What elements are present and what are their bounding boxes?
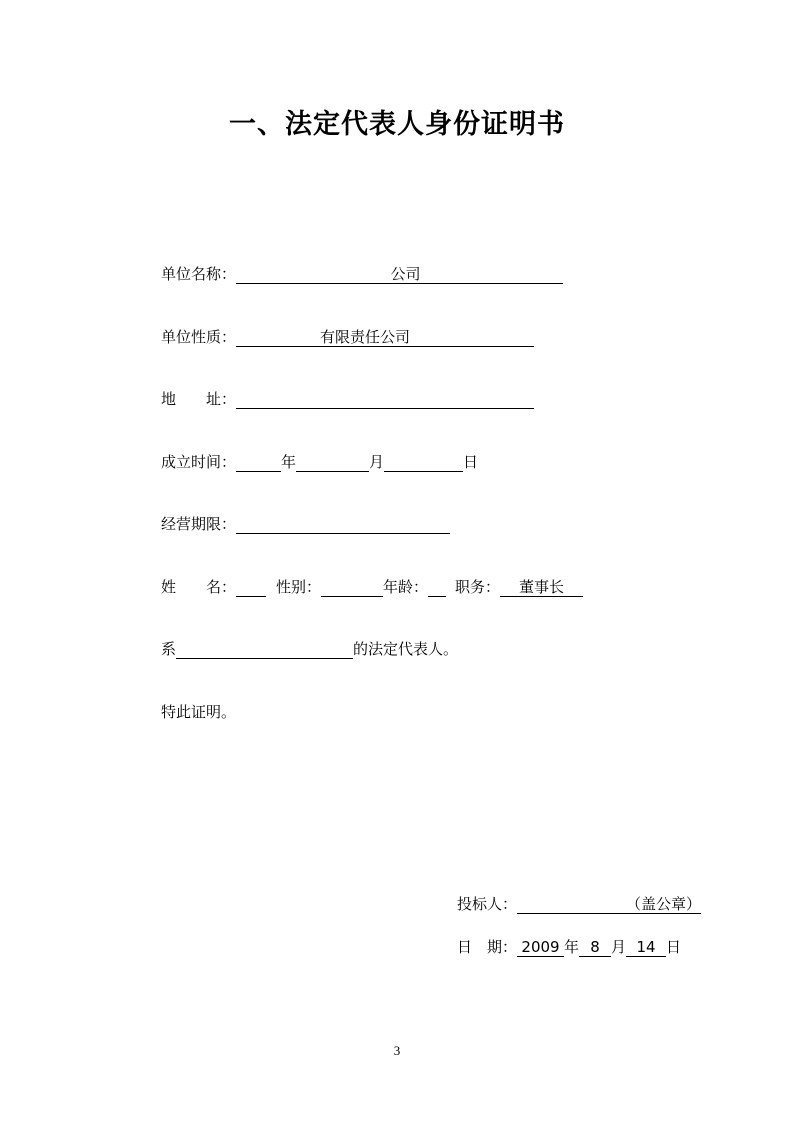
date-month-unit: 月 — [611, 938, 627, 956]
seal-note: （盖公章） — [626, 895, 702, 913]
person-row — [161, 577, 583, 597]
date-year-field[interactable] — [517, 937, 564, 957]
certify-text: 特此证明。 — [161, 703, 237, 721]
relation-prefix: 系 — [161, 640, 177, 658]
date-day-field[interactable] — [626, 937, 666, 957]
date-year-value: 2009 — [521, 938, 560, 956]
established-year-field[interactable] — [236, 452, 281, 472]
month-unit: 月 — [369, 453, 385, 471]
gender-label: 性别： — [276, 578, 322, 596]
date-year-unit: 年 — [564, 938, 580, 956]
address-row — [161, 389, 534, 409]
position-field[interactable] — [500, 577, 583, 597]
age-field[interactable] — [428, 577, 446, 597]
established-day-field[interactable] — [384, 452, 463, 472]
age-label: 年龄： — [383, 578, 429, 596]
unit-nature-label: 单位性质： — [161, 328, 237, 346]
unit-nature-row — [161, 327, 534, 347]
unit-nature-value: 有限责任公司 — [320, 328, 411, 346]
established-row — [161, 452, 478, 472]
date-label: 日 期： — [457, 938, 518, 956]
page-number: 3 — [393, 1043, 401, 1058]
date-row — [457, 937, 681, 957]
date-month-field[interactable] — [579, 937, 611, 957]
document-title: 一、法定代表人身份证明书 — [229, 109, 565, 140]
company-field[interactable] — [176, 639, 353, 659]
term-label: 经营期限： — [161, 515, 237, 533]
day-unit: 日 — [463, 453, 479, 471]
date-day-unit: 日 — [666, 938, 682, 956]
established-month-field[interactable] — [296, 452, 369, 472]
bidder-field[interactable] — [517, 894, 701, 914]
position-value: 董事长 — [519, 578, 565, 596]
address-field[interactable] — [236, 389, 534, 409]
established-label: 成立时间： — [161, 453, 237, 471]
bidder-label: 投标人： — [457, 895, 518, 913]
gender-field[interactable] — [321, 577, 383, 597]
term-row — [161, 514, 450, 534]
term-field[interactable] — [236, 514, 450, 534]
relation-suffix: 的法定代表人。 — [353, 640, 459, 658]
bidder-row — [457, 894, 701, 914]
date-day-value: 14 — [636, 938, 656, 956]
year-unit: 年 — [281, 453, 297, 471]
unit-name-value: 公司 — [390, 265, 421, 283]
name-field[interactable] — [236, 577, 266, 597]
name-label: 姓 名： — [161, 578, 237, 596]
unit-name-row — [161, 264, 563, 284]
relation-row — [161, 639, 458, 659]
unit-name-field[interactable] — [236, 264, 563, 284]
date-month-value: 8 — [590, 938, 600, 956]
unit-nature-field[interactable] — [236, 327, 534, 347]
unit-name-label: 单位名称： — [161, 265, 237, 283]
position-label: 职务： — [455, 578, 501, 596]
address-label: 地 址： — [161, 390, 237, 408]
